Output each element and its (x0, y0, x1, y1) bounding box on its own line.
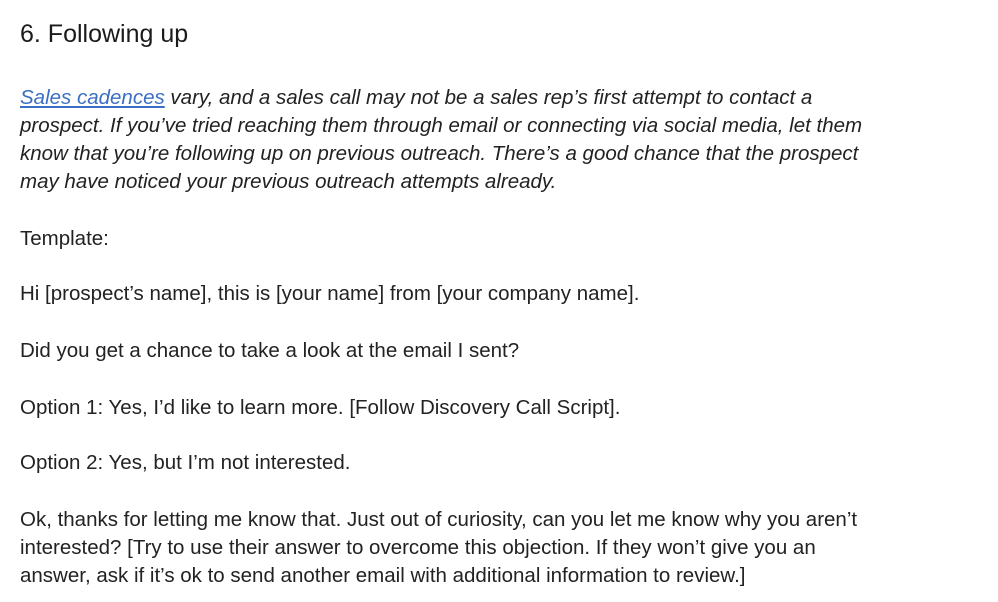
response-line-2: interested? [Try to use their answer to overcome this objection. If they won’t give you an (20, 536, 816, 559)
response-line-3: answer, ask if it’s ok to send another email with additional information to review.] (20, 564, 746, 587)
response-paragraph (20, 506, 857, 590)
section-heading: 6. Following up (20, 20, 189, 48)
intro-line-2: prospect. If you’ve tried reaching them through email or connecting via social media, let them (20, 114, 863, 137)
greeting-line: Hi [prospect’s name], this is [your name] from [your company name]. (20, 282, 640, 305)
response-line-1: Ok, thanks for letting me know that. Just out of curiosity, can you let me know why you aren’t (20, 508, 858, 531)
template-label: Template: (20, 227, 109, 250)
question-line: Did you get a chance to take a look at the email I sent? (20, 339, 520, 362)
option-2-line: Option 2: Yes, but I’m not interested. (20, 451, 351, 474)
intro-line-1 (20, 84, 990, 112)
intro-line-3: know that you’re following up on previous outreach. There’s a good chance that the prospect (20, 142, 859, 165)
option-1-line: Option 1: Yes, I’d like to learn more. [Follow Discovery Call Script]. (20, 396, 621, 419)
intro-line-4: may have noticed your previous outreach attempts already. (20, 170, 557, 193)
intro-paragraph (20, 84, 990, 196)
intro-line-1-text: vary, and a sales call may not be a sales rep’s first attempt to contact a (164, 86, 813, 109)
sales-cadences-link[interactable]: Sales cadences (20, 86, 165, 109)
